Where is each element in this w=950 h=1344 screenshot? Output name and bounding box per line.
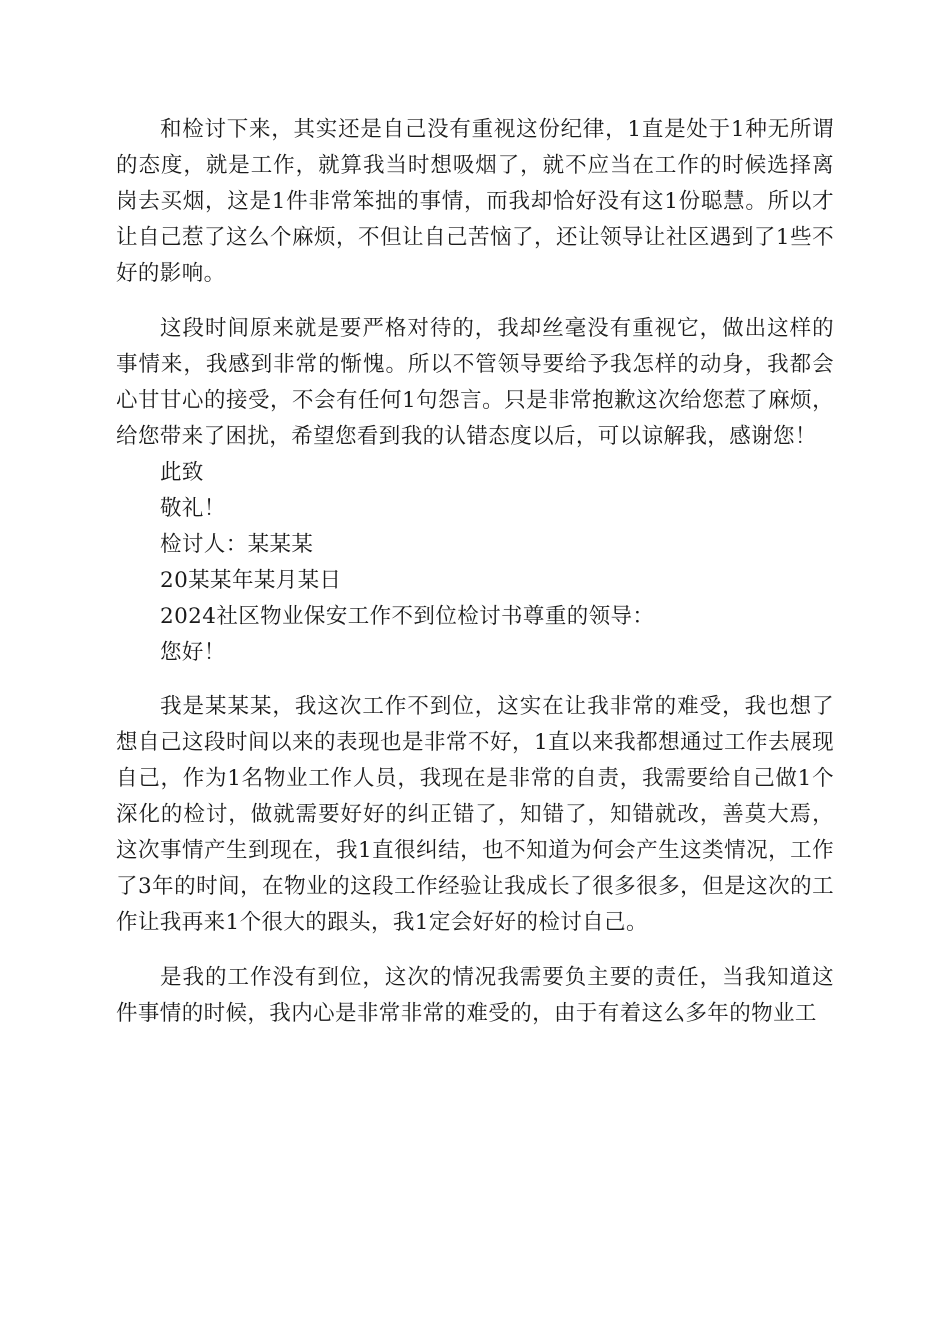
closing-regards: 敬礼！ — [160, 496, 226, 521]
body-paragraph-1: 和检讨下来，其实还是自己没有重视这份纪律，1直是处于1种无所谓的态度，就是工作，就算我当时想吸烟了，就不应当在工作的时候选择离岗去买烟，这是1件非常笨拙的事情，而我却恰好没有这1份聪慧。所以才让自己惹了这么个麻烦，不但让自己苦恼了，还让领导让社区遇到了1些不好的影响。 — [116, 117, 834, 286]
body-paragraph-2: 这段时间原来就是要严格对待的，我却丝毫没有重视它，做出这样的事情来，我感到非常的惭愧。所以不管领导要给予我怎样的动身，我都会心甘甘心的接受，不会有任何1句怨言。只是非常抱歉这次给您惹了麻烦，给您带来了困扰，希望您看到我的认错态度以后，可以谅解我，感谢您！ — [116, 316, 834, 449]
second-letter-greeting: 您好！ — [160, 640, 226, 665]
closing-salutation: 此致 — [160, 460, 204, 485]
second-letter-title: 2024社区物业保安工作不到位检讨书尊重的领导： — [160, 604, 655, 629]
document-page — [116, 112, 834, 1032]
date-line: 20某某年某月某日 — [160, 568, 342, 593]
body-paragraph-4: 是我的工作没有到位，这次的情况我需要负主要的责任，当我知道这件事情的时候，我内心是非常非常的难受的，由于有着这么多年的物业工 — [116, 965, 834, 1026]
signer-line: 检讨人：某某某 — [160, 532, 314, 557]
body-paragraph-3: 我是某某某，我这次工作不到位，这实在让我非常的难受，我也想了想自己这段时间以来的表现也是非常不好，1直以来我都想通过工作去展现自己，作为1名物业工作人员，我现在是非常的自责，我需要给自己做1个深化的检讨，做就需要好好的纠正错了，知错了，知错就改，善莫大焉，这次事情产生到现在，我1直很纠结，也不知道为何会产生这类情况，工作了3年的时间，在物业的这段工作经验让我成长了很多很多，但是这次的工作让我再来1个很大的跟头，我1定会好好的检讨自己。 — [116, 694, 834, 935]
